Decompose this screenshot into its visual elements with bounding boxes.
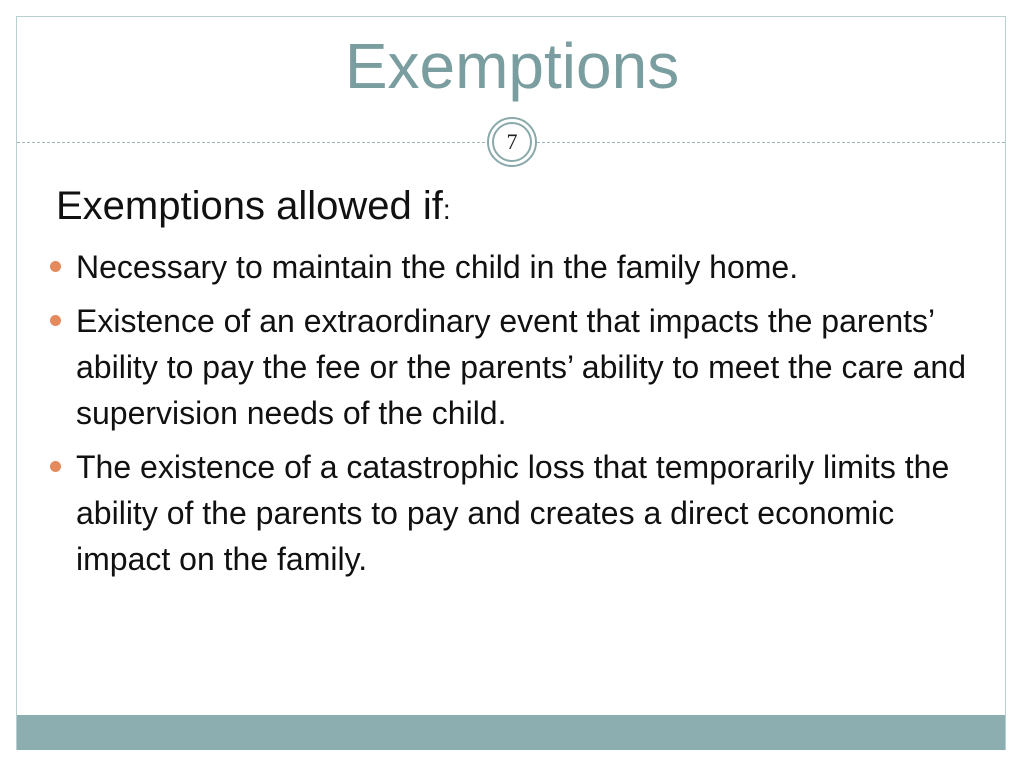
bullet-item — [48, 244, 988, 290]
bullet-text: The existence of a catastrophic loss that temporarily limits the ability of the parents to pay and creates a direct economic impact on the family. — [76, 449, 950, 577]
lead-text — [56, 180, 451, 236]
bullet-list — [48, 244, 988, 590]
bullet-dot-icon — [50, 315, 61, 326]
lead-text-colon: : — [442, 194, 451, 225]
page-number-badge — [487, 117, 537, 167]
bullet-text: Necessary to maintain the child in the family home. — [76, 249, 799, 285]
bullet-dot-icon — [50, 461, 61, 472]
page-number: 7 — [492, 122, 532, 162]
bullet-dot-icon — [50, 261, 61, 272]
bullet-text: Existence of an extraordinary event that impacts the parents’ ability to pay the fee or the parents’ ability to meet the care and supervision needs of the child. — [76, 303, 966, 431]
footer-bar — [17, 715, 1005, 750]
lead-text-main: Exemptions allowed if — [56, 184, 443, 228]
bullet-item — [48, 444, 988, 582]
bullet-item — [48, 298, 988, 436]
slide-title: Exemptions — [344, 30, 680, 102]
